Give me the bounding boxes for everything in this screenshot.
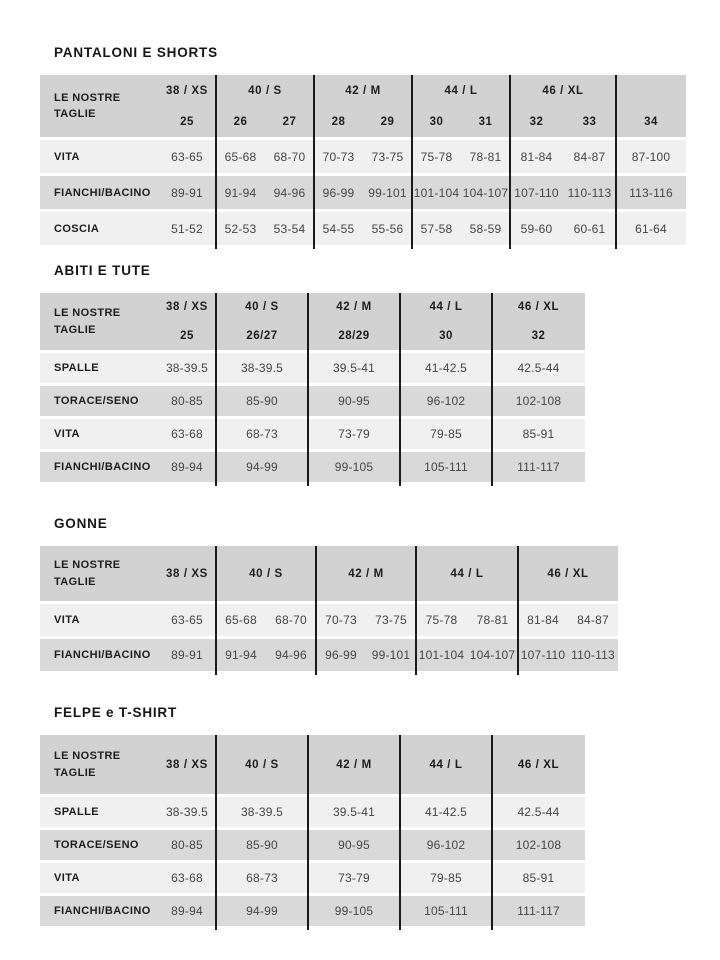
size-group-label: 44 / L (450, 567, 484, 580)
cell-value: 105-111 (424, 460, 468, 474)
size-sub-label: 28/29 (338, 329, 370, 342)
cell-value: 113-116 (629, 185, 673, 200)
cell-value: 91-94 (225, 648, 257, 662)
cell-value: 101-104 (418, 648, 465, 662)
cell-value: 68-70 (273, 149, 306, 164)
cell-value: 73-79 (338, 871, 370, 885)
column-divider (307, 735, 309, 930)
table-header (40, 293, 585, 350)
cell-value: 99-101 (368, 185, 407, 200)
cell-value: 94-99 (246, 904, 278, 918)
cell-value: 89-94 (171, 904, 203, 918)
cell-value: 90-95 (338, 838, 370, 852)
cell-value: 96-99 (325, 648, 357, 662)
column-divider (215, 75, 217, 249)
cell-value: 60-61 (573, 221, 606, 236)
section-title: ABITI E TUTE (54, 263, 151, 278)
table-row (40, 452, 585, 482)
column-divider (509, 75, 511, 249)
cell-value: 104-107 (462, 185, 509, 200)
row-label: TORACE/SENO (54, 839, 139, 851)
size-sub-label: 25 (180, 115, 194, 128)
row-label: TORACE/SENO (54, 395, 139, 407)
column-divider (415, 546, 417, 675)
table-row (40, 419, 585, 449)
header-corner-label: LE NOSTRE TAGLIE (54, 559, 121, 588)
row-label: VITA (54, 428, 80, 440)
size-sub-label: 26 (233, 115, 248, 128)
size-sub-label: 27 (282, 115, 297, 128)
cell-value: 38-39.5 (165, 361, 209, 375)
table-row (40, 797, 585, 827)
size-sub-label: 32 (529, 115, 544, 128)
cell-value: 73-79 (338, 427, 370, 441)
cell-value: 57-58 (420, 221, 453, 236)
cell-value: 63-68 (171, 427, 203, 441)
column-divider (313, 75, 315, 249)
row-label: VITA (54, 614, 80, 626)
size-group-label: 42 / M (336, 758, 372, 771)
row-label: SPALLE (54, 362, 99, 374)
table-row (40, 863, 585, 893)
table-row (40, 140, 686, 173)
cell-value: 79-85 (430, 871, 462, 885)
table-row (40, 353, 585, 383)
size-section (40, 264, 720, 482)
cell-value: 90-95 (338, 394, 370, 408)
size-group-label: 40 / S (245, 301, 279, 314)
column-divider (215, 735, 217, 930)
row-label: FIANCHI/BACINO (54, 649, 151, 661)
cell-value: 41-42.5 (424, 805, 468, 819)
cell-value: 99-101 (371, 648, 411, 662)
cell-value: 110-113 (567, 185, 612, 200)
size-group-label: 40 / S (248, 84, 282, 97)
cell-value: 51-52 (171, 221, 203, 236)
size-group-label: 44 / L (429, 301, 463, 314)
table-row (40, 386, 585, 416)
table-row (40, 212, 686, 245)
size-section (40, 517, 720, 671)
cell-value: 55-56 (371, 221, 404, 236)
column-divider (517, 546, 519, 675)
cell-value: 52-53 (224, 221, 257, 236)
cell-value: 81-84 (527, 613, 559, 627)
cell-value: 96-99 (322, 185, 355, 200)
cell-value: 75-78 (425, 613, 458, 627)
cell-value: 107-110 (520, 648, 566, 662)
size-section (40, 706, 720, 926)
column-divider (215, 546, 217, 675)
cell-value: 39.5-41 (332, 805, 376, 819)
row-label: FIANCHI/BACINO (54, 905, 151, 917)
cell-value: 73-75 (375, 613, 407, 627)
cell-value: 84-87 (577, 613, 609, 627)
cell-value: 63-65 (171, 149, 203, 164)
size-table (40, 546, 618, 671)
row-label: VITA (54, 872, 80, 884)
column-divider (399, 293, 401, 486)
size-group-label: 42 / M (348, 567, 384, 580)
cell-value: 81-84 (520, 149, 553, 164)
cell-value: 85-90 (246, 838, 278, 852)
cell-value: 68-73 (246, 427, 278, 441)
cell-value: 101-104 (413, 185, 460, 200)
column-divider (399, 735, 401, 930)
size-sub-label: 29 (380, 115, 395, 128)
cell-value: 39.5-41 (332, 361, 376, 375)
cell-value: 85-91 (522, 427, 555, 441)
row-label: SPALLE (54, 806, 99, 818)
size-sub-label: 34 (644, 115, 658, 128)
header-corner-label: LE NOSTRE TAGLIE (54, 91, 121, 120)
size-sub-label: 26/27 (246, 329, 278, 342)
cell-value: 59-60 (520, 221, 553, 236)
cell-value: 87-100 (631, 149, 671, 164)
column-divider (491, 293, 493, 486)
cell-value: 53-54 (273, 221, 306, 236)
cell-value: 63-65 (171, 613, 203, 627)
size-guide-page (40, 46, 720, 926)
size-sub-label: 28 (331, 115, 346, 128)
table-header (40, 546, 618, 601)
cell-value: 70-73 (325, 613, 357, 627)
cell-value: 107-110 (514, 185, 559, 200)
size-sub-label: 33 (582, 115, 597, 128)
cell-value: 61-64 (635, 221, 667, 236)
size-group-label: 44 / L (429, 758, 463, 771)
table-row (40, 896, 585, 926)
cell-value: 65-68 (224, 149, 257, 164)
cell-value: 41-42.5 (424, 361, 468, 375)
row-label: FIANCHI/BACINO (54, 186, 151, 199)
section-title: GONNE (54, 516, 108, 531)
cell-value: 65-68 (225, 613, 257, 627)
table-row (40, 176, 686, 209)
cell-value: 38-39.5 (240, 805, 284, 819)
column-divider (315, 546, 317, 675)
cell-value: 110-113 (571, 648, 615, 662)
cell-value: 63-68 (171, 871, 203, 885)
cell-value: 99-105 (334, 904, 374, 918)
size-group-label: 46 / XL (517, 758, 560, 771)
row-label: VITA (54, 150, 80, 163)
cell-value: 94-96 (275, 648, 307, 662)
section-title: PANTALONI E SHORTS (54, 45, 218, 60)
cell-value: 111-117 (517, 460, 560, 474)
cell-value: 70-73 (322, 149, 355, 164)
size-group-label: 42 / M (336, 301, 372, 314)
cell-value: 80-85 (171, 394, 203, 408)
header-corner-label: LE NOSTRE TAGLIE (54, 750, 121, 779)
size-section (40, 46, 720, 245)
cell-value: 78-81 (476, 613, 509, 627)
column-divider (215, 293, 217, 486)
table-header (40, 75, 686, 137)
table-header (40, 735, 585, 794)
cell-value: 68-70 (275, 613, 307, 627)
cell-value: 68-73 (246, 871, 278, 885)
cell-value: 38-39.5 (240, 361, 284, 375)
size-table (40, 75, 686, 245)
size-group-label: 46 / XL (547, 567, 589, 580)
size-group-label: 42 / M (345, 84, 381, 97)
size-group-label: 38 / XS (166, 301, 208, 314)
size-group-label: 38 / XS (166, 758, 208, 771)
cell-value: 104-107 (469, 648, 516, 662)
size-sub-label: 30 (429, 115, 444, 128)
cell-value: 94-96 (273, 185, 306, 200)
cell-value: 78-81 (469, 149, 502, 164)
cell-value: 58-59 (469, 221, 502, 236)
cell-value: 96-102 (426, 838, 466, 852)
cell-value: 89-94 (171, 460, 203, 474)
cell-value: 94-99 (246, 460, 278, 474)
size-sub-label: 25 (180, 329, 194, 342)
cell-value: 85-90 (246, 394, 278, 408)
cell-value: 102-108 (515, 838, 562, 852)
size-table (40, 735, 585, 926)
cell-value: 75-78 (420, 149, 453, 164)
cell-value: 105-111 (424, 904, 468, 918)
section-title: FELPE e T-SHIRT (54, 705, 178, 720)
cell-value: 38-39.5 (165, 805, 209, 819)
table-row (40, 639, 618, 671)
size-group-label: 40 / S (249, 567, 283, 580)
table-row (40, 830, 585, 860)
cell-value: 85-91 (522, 871, 555, 885)
size-group-label: 46 / XL (517, 301, 560, 314)
row-label: FIANCHI/BACINO (54, 461, 151, 473)
cell-value: 79-85 (430, 427, 462, 441)
size-table (40, 293, 585, 482)
size-group-label: 40 / S (245, 758, 279, 771)
cell-value: 96-102 (426, 394, 466, 408)
cell-value: 91-94 (224, 185, 257, 200)
size-group-label: 46 / XL (542, 84, 584, 97)
cell-value: 99-105 (334, 460, 374, 474)
cell-value: 89-91 (171, 648, 203, 662)
cell-value: 89-91 (171, 185, 203, 200)
column-divider (307, 293, 309, 486)
header-corner-label: LE NOSTRE TAGLIE (54, 307, 121, 336)
table-row (40, 604, 618, 636)
size-sub-label: 30 (439, 329, 453, 342)
row-label: COSCIA (54, 222, 100, 235)
column-divider (411, 75, 413, 249)
cell-value: 102-108 (515, 394, 562, 408)
column-divider (615, 75, 617, 249)
cell-value: 42.5-44 (517, 361, 560, 375)
cell-value: 54-55 (322, 221, 355, 236)
size-group-label: 44 / L (444, 84, 478, 97)
size-sub-label: 32 (531, 329, 546, 342)
size-sub-label: 31 (478, 115, 493, 128)
cell-value: 73-75 (371, 149, 404, 164)
cell-value: 42.5-44 (517, 805, 560, 819)
size-group-label: 38 / XS (166, 84, 208, 97)
column-divider (491, 735, 493, 930)
cell-value: 80-85 (171, 838, 203, 852)
size-group-label: 38 / XS (166, 567, 208, 580)
cell-value: 84-87 (573, 149, 606, 164)
cell-value: 111-117 (517, 904, 560, 918)
